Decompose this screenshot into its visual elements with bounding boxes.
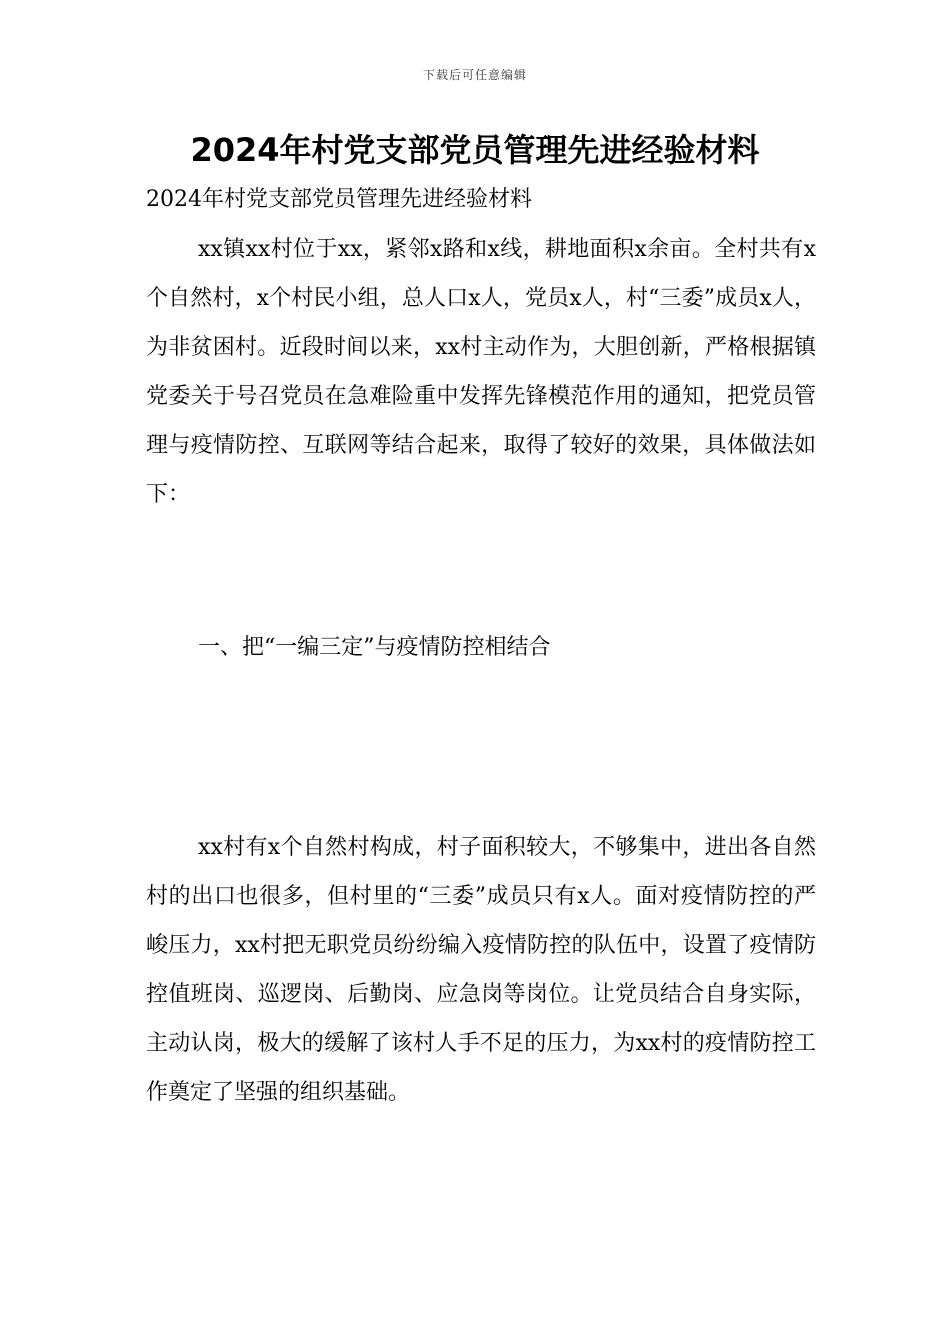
section-heading-1: 一、把“一编三定”与疫情防控相结合 <box>198 635 551 660</box>
document-subtitle: 2024年村党支部党员管理先进经验材料 <box>146 187 532 212</box>
intro-paragraph: xx镇xx村位于xx，紧邻x路和x线，耕地面积x余亩。全村共有x个自然村，x个村民小组，总人口x人，党员x人，村“三委”成员x人，为非贫困村。近段时间以来，xx村主动作为，大胆创新，严格根据镇党委关于号召党员在急难险重中发挥先锋模范作用的通知，把党员管理与疫情防控、互联网等结合起来，取得了较好的效果，具体做法如下： <box>146 237 816 507</box>
document-title: 2024年村党支部党员管理先进经验材料 <box>190 131 760 169</box>
header-note: 下载后可任意编辑 <box>422 68 527 82</box>
section-1-paragraph: xx村有x个自然村构成，村子面积较大，不够集中，进出各自然村的出口也很多，但村里的“三委”成员只有x人。面对疫情防控的严峻压力，xx村把无职党员纷纷编入疫情防控的队伍中，设置了疫情防控值班岗、巡逻岗、后勤岗、应急岗等岗位。让党员结合自身实际，主动认岗，极大的缓解了该村人手不足的压力，为xx村的疫情防控工作奠定了坚强的组织基础。 <box>146 835 816 1105</box>
